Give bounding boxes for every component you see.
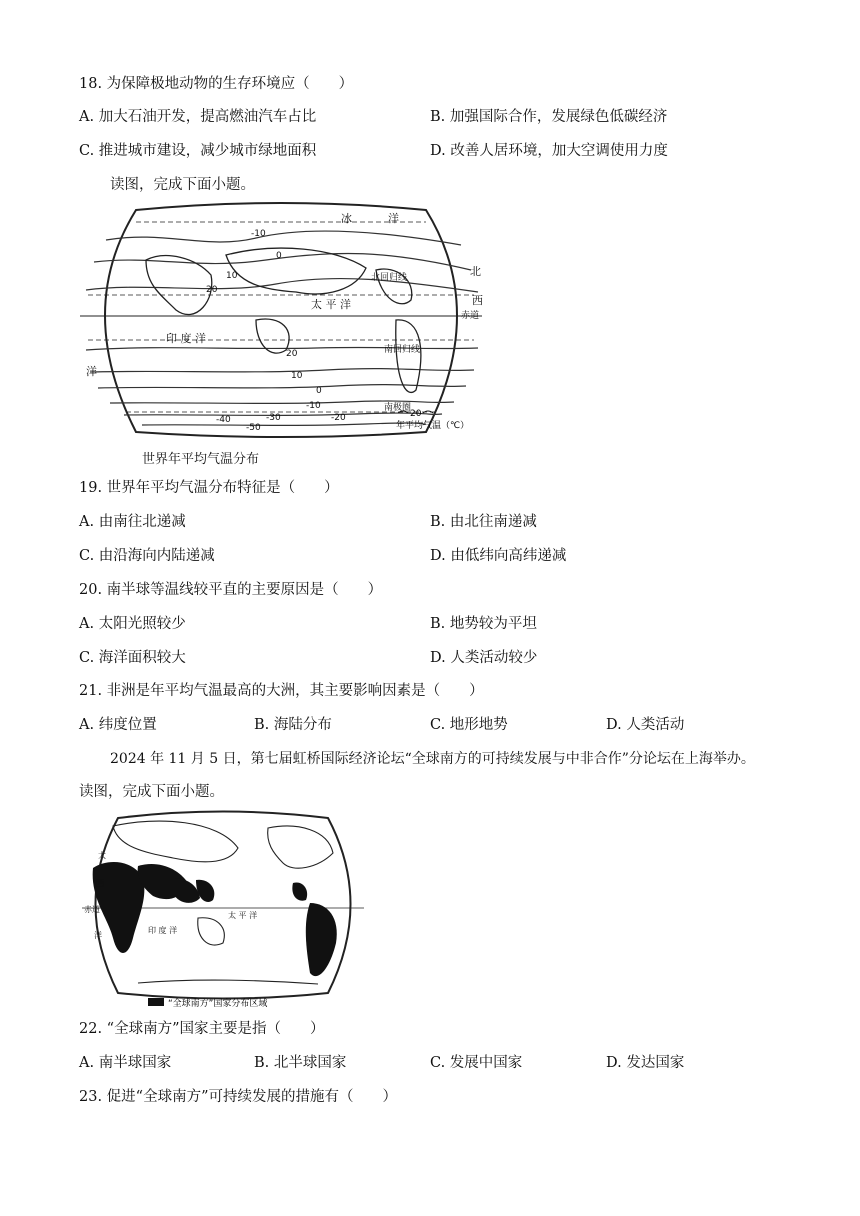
q18-option-d: D. 改善人居环境，加大空调使用力度: [430, 143, 668, 159]
isotherm-label: -10: [251, 229, 266, 239]
map2-label-yang: 洋: [94, 931, 102, 940]
legend-value: 20: [410, 409, 422, 419]
intro2-line2: 读图，完成下面小题。: [79, 784, 224, 800]
q23-stem: 23. 促进“全球南方”可持续发展的措施有（ ）: [79, 1089, 397, 1105]
world-temperature-map: [76, 200, 486, 450]
q18-option-c: C. 推进城市建设，减少城市绿地面积: [79, 143, 317, 159]
map1-label-taipingyang: 太 平 洋: [311, 298, 351, 311]
q20-option-a: A. 太阳光照较少: [79, 616, 186, 632]
q22-option-c: C. 发展中国家: [430, 1055, 523, 1071]
map2-label-chidao: 赤道: [84, 905, 100, 914]
isotherm-label: 10: [226, 271, 238, 281]
isotherm-label: 20: [206, 285, 218, 295]
map2-label-taipingyang: 太 平 洋: [228, 911, 258, 920]
q19-stem: 19. 世界年平均气温分布特征是（ ）: [79, 480, 339, 496]
q19-option-b: B. 由北往南递减: [430, 514, 537, 530]
map1-label-nanhuiguixian: 南回归线: [384, 345, 421, 355]
q21-stem: 21. 非洲是年平均气温最高的大洲，其主要影响因素是（ ）: [79, 683, 484, 699]
q21-option-b: B. 海陆分布: [254, 717, 332, 733]
q22-option-b: B. 北半球国家: [254, 1055, 347, 1071]
q18-option-b: B. 加强国际合作，发展绿色低碳经济: [430, 109, 668, 125]
q21-option-a: A. 纬度位置: [79, 717, 157, 733]
global-south-map: [78, 808, 368, 1012]
map1-label-bei: 北: [470, 265, 481, 278]
q20-option-c: C. 海洋面积较大: [79, 650, 186, 666]
map1-caption: 世界年平均气温分布: [142, 452, 260, 467]
map1-label-bing: 冰: [341, 212, 352, 225]
isotherm-label: 0: [316, 386, 322, 396]
q21-option-d: D. 人类活动: [606, 717, 685, 733]
map2-label-shanghai: 上海: [182, 869, 198, 878]
legend-swatch: [148, 998, 164, 1006]
q22-option-a: A. 南半球国家: [79, 1055, 172, 1071]
q18-stem: 18. 为保障极地动物的生存环境应（ ）: [79, 76, 354, 92]
isotherm-label: -10: [306, 401, 321, 411]
q21-option-c: C. 地形地势: [430, 717, 508, 733]
map2-label-da: 大: [98, 851, 106, 860]
map1-label-chidao: 赤道: [461, 311, 480, 321]
q20-option-b: B. 地势较为平坦: [430, 616, 537, 632]
map1-label-yang2: 洋: [86, 365, 97, 378]
map2-legend-label: “全球南方”国家分布区域: [168, 999, 268, 1009]
isotherm-label: 20: [286, 349, 298, 359]
map1-label-beihuiguixian: 北回归线: [371, 273, 408, 283]
q20-option-d: D. 人类活动较少: [430, 650, 538, 666]
map2-global-south-regions: [93, 862, 337, 976]
intro-read-map-1: 读图，完成下面小题。: [110, 177, 255, 193]
map2-other-land: [113, 821, 333, 984]
map2-legend: [148, 997, 267, 1009]
isotherm-label: -20: [331, 413, 346, 423]
map1-label-nanjiquan: 南极圈: [384, 403, 412, 413]
map2-label-yinduyang: 印 度 洋: [148, 926, 178, 935]
q18-option-a: A. 加大石油开发，提高燃油汽车占比: [79, 109, 317, 125]
intro2-line1: 2024 年 11 月 5 日，第七届虹桥国际经济论坛“全球南方的可持续发展与中非合作”分论坛在上海举办。: [110, 751, 755, 767]
q19-option-a: A. 由南往北递减: [79, 514, 186, 530]
map1-label-yang1: 洋: [388, 212, 399, 225]
q22-stem: 22. “全球南方”国家主要是指（ ）: [79, 1021, 325, 1037]
map1-isotherms: [86, 231, 478, 425]
map1-label-yinduyang: 印 度 洋: [166, 332, 206, 345]
q20-stem: 20. 南半球等温线较平直的主要原因是（ ）: [79, 582, 383, 598]
isotherm-label: 10: [291, 371, 303, 381]
isotherm-label: 0: [276, 251, 282, 261]
q22-option-d: D. 发达国家: [606, 1055, 685, 1071]
q19-option-d: D. 由低纬向高纬递减: [430, 548, 567, 564]
isotherm-label: -30: [266, 413, 281, 423]
map1-label-xi: 西: [472, 294, 483, 307]
isotherm-label: -40: [216, 415, 231, 425]
q19-option-c: C. 由沿海向内陆递减: [79, 548, 215, 564]
isotherm-label: -50: [246, 423, 261, 433]
map2-label-xi: 西: [96, 879, 104, 888]
legend-label: 年平均气温（℃）: [396, 421, 470, 431]
